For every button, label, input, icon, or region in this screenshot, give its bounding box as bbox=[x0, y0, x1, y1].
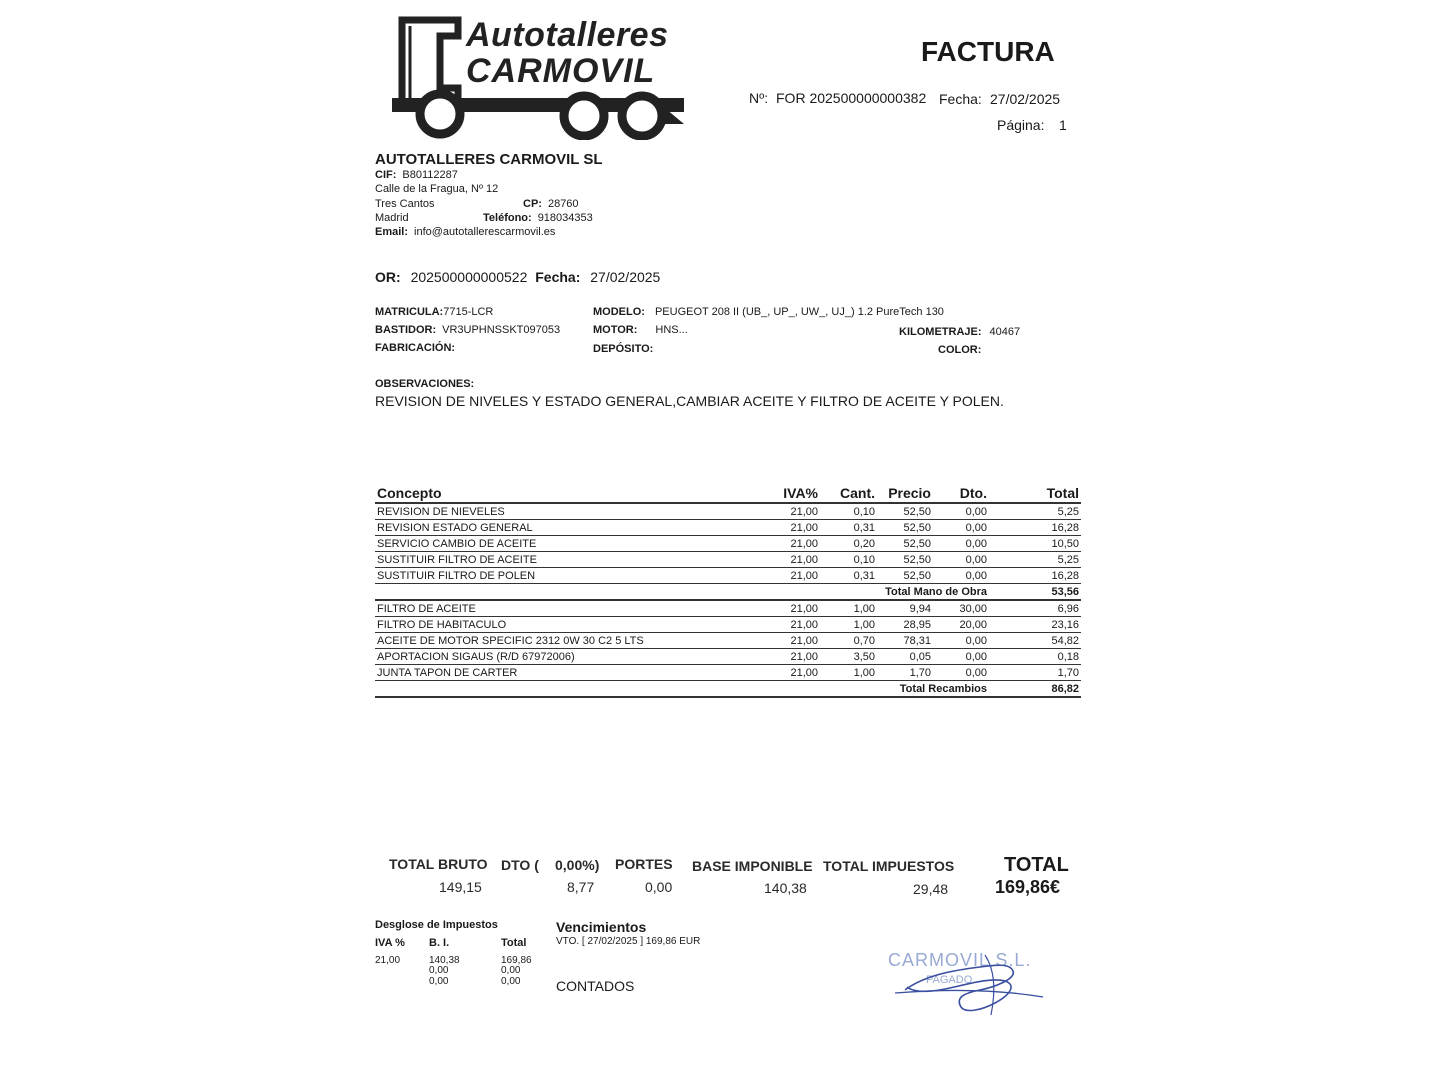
cell-total: 5,25 bbox=[989, 503, 1081, 520]
total-taxes-value: 29,48 bbox=[913, 881, 949, 897]
cell-iva: 21,00 bbox=[768, 520, 820, 536]
cell-price: 78,31 bbox=[877, 633, 933, 649]
cell-qty: 0,10 bbox=[820, 503, 877, 520]
observations-label: OBSERVACIONES: bbox=[375, 378, 475, 390]
vehicle-mileage bbox=[899, 326, 1020, 338]
cell-price: 1,70 bbox=[877, 665, 933, 681]
plate-label: MATRICULA: bbox=[375, 306, 444, 318]
shipping-label: PORTES bbox=[615, 856, 673, 872]
breakdown-bi-2: 0,00 bbox=[429, 965, 449, 976]
cell-discount: 0,00 bbox=[933, 520, 989, 536]
stamp-line-2: PAGADO bbox=[926, 974, 973, 986]
invoice-date-value: 27/02/2025 bbox=[990, 91, 1061, 107]
breakdown-total-2: 0,00 bbox=[501, 965, 521, 976]
labor-total-label: Total Mano de Obra bbox=[375, 584, 989, 601]
breakdown-bi-3: 0,00 bbox=[429, 976, 449, 987]
grand-total-value: 169,86€ bbox=[995, 877, 1061, 897]
cell-discount: 0,00 bbox=[933, 536, 989, 552]
cell-qty: 1,00 bbox=[820, 617, 877, 633]
gross-total-label: TOTAL BRUTO bbox=[389, 856, 488, 872]
header-precio: Precio bbox=[877, 484, 933, 503]
cell-total: 54,82 bbox=[989, 633, 1081, 649]
vehicle-vin bbox=[375, 324, 560, 336]
cell-concept: FILTRO DE ACEITE bbox=[375, 600, 768, 617]
cell-concept: APORTACION SIGAUS (R/D 67972006) bbox=[375, 649, 768, 665]
logo-line-1: Autotalleres bbox=[466, 16, 669, 54]
cell-discount: 30,00 bbox=[933, 600, 989, 617]
parts-row bbox=[375, 633, 1081, 649]
stamp-line-1: CARMOVIL S.L. bbox=[888, 950, 1032, 970]
header-iva: IVA% bbox=[768, 484, 820, 503]
parts-row bbox=[375, 665, 1081, 681]
cell-concept: REVISION DE NIEVELES bbox=[375, 503, 768, 520]
cell-iva: 21,00 bbox=[768, 665, 820, 681]
company-email bbox=[375, 226, 555, 238]
cell-total: 10,50 bbox=[989, 536, 1081, 552]
cell-price: 52,50 bbox=[877, 536, 933, 552]
labor-total-row bbox=[375, 584, 1081, 601]
header-total: Total bbox=[989, 484, 1081, 503]
discount-value: 8,77 bbox=[567, 879, 595, 895]
invoice-number-label: Nº: bbox=[749, 90, 769, 106]
tax-base-label: BASE IMPONIBLE bbox=[692, 858, 813, 874]
cell-total: 16,28 bbox=[989, 568, 1081, 584]
vin-value: VR3UPHNSSKT097053 bbox=[442, 324, 561, 336]
parts-total-value: 86,82 bbox=[989, 681, 1081, 698]
labor-row bbox=[375, 520, 1081, 536]
labor-row bbox=[375, 503, 1081, 520]
cell-qty: 1,00 bbox=[820, 600, 877, 617]
or-value: 202500000000522 bbox=[410, 269, 528, 285]
cell-price: 52,50 bbox=[877, 568, 933, 584]
tax-base-value: 140,38 bbox=[764, 880, 807, 896]
cell-price: 0,05 bbox=[877, 649, 933, 665]
vin-label: BASTIDOR: bbox=[375, 324, 437, 336]
cell-qty: 0,31 bbox=[820, 568, 877, 584]
company-province: Madrid bbox=[375, 212, 409, 224]
phone-value: 918034353 bbox=[537, 212, 593, 224]
cell-concept: SUSTITUIR FILTRO DE POLEN bbox=[375, 568, 768, 584]
phone-label: Teléfono: bbox=[483, 212, 532, 224]
cell-iva: 21,00 bbox=[768, 649, 820, 665]
company-cif bbox=[375, 169, 458, 181]
cell-total: 23,16 bbox=[989, 617, 1081, 633]
gross-total-value: 149,15 bbox=[439, 879, 482, 895]
invoice-number-value: FOR 202500000000382 bbox=[776, 90, 927, 106]
cell-iva: 21,00 bbox=[768, 503, 820, 520]
cell-iva: 21,00 bbox=[768, 617, 820, 633]
labor-total-value: 53,56 bbox=[989, 584, 1081, 601]
company-cp bbox=[523, 198, 579, 210]
cell-discount: 0,00 bbox=[933, 568, 989, 584]
model-label: MODELO: bbox=[593, 306, 645, 318]
company-city: Tres Cantos bbox=[375, 198, 435, 210]
company-street: Calle de la Fragua, Nº 12 bbox=[375, 183, 499, 195]
observations-text: REVISION DE NIVELES Y ESTADO GENERAL,CAMBIAR ACEITE Y FILTRO DE ACEITE Y POLEN. bbox=[375, 393, 1004, 409]
header-dto: Dto. bbox=[933, 484, 989, 503]
discount-label: DTO ( bbox=[501, 857, 539, 873]
cell-concept: JUNTA TAPON DE CARTER bbox=[375, 665, 768, 681]
page-label: Página: bbox=[997, 117, 1045, 133]
parts-total-row bbox=[375, 681, 1081, 698]
cell-qty: 0,20 bbox=[820, 536, 877, 552]
parts-row bbox=[375, 649, 1081, 665]
shipping-value: 0,00 bbox=[645, 879, 673, 895]
cell-concept: SERVICIO CAMBIO DE ACEITE bbox=[375, 536, 768, 552]
cif-label: CIF: bbox=[375, 169, 397, 181]
logo-line-2: CARMOVIL bbox=[466, 52, 656, 90]
labor-row bbox=[375, 552, 1081, 568]
mileage-label: KILOMETRAJE: bbox=[899, 326, 982, 338]
cell-total: 16,28 bbox=[989, 520, 1081, 536]
header-concepto: Concepto bbox=[375, 484, 768, 503]
breakdown-header-bi: B. I. bbox=[429, 937, 450, 949]
labor-row bbox=[375, 536, 1081, 552]
cell-total: 0,18 bbox=[989, 649, 1081, 665]
email-value: info@autotallerescarmovil.es bbox=[414, 226, 556, 238]
breakdown-iva-value: 21,00 bbox=[375, 955, 401, 966]
cell-price: 52,50 bbox=[877, 503, 933, 520]
company-phone bbox=[483, 212, 593, 224]
color-label: COLOR: bbox=[938, 344, 982, 356]
cell-iva: 21,00 bbox=[768, 568, 820, 584]
due-title: Vencimientos bbox=[556, 919, 647, 935]
cell-qty: 0,31 bbox=[820, 520, 877, 536]
parts-row bbox=[375, 600, 1081, 617]
header-cant: Cant. bbox=[820, 484, 877, 503]
cell-iva: 21,00 bbox=[768, 536, 820, 552]
payment-method: CONTADOS bbox=[556, 978, 635, 994]
breakdown-total-1: 169,86 bbox=[501, 955, 532, 966]
cell-concept: ACEITE DE MOTOR SPECIFIC 2312 0W 30 C2 5 LTS bbox=[375, 633, 768, 649]
discount-percent: 0,00%) bbox=[555, 857, 600, 873]
cell-price: 52,50 bbox=[877, 520, 933, 536]
or-label: OR: bbox=[375, 269, 401, 285]
engine-label: MOTOR: bbox=[593, 324, 638, 336]
cell-iva: 21,00 bbox=[768, 633, 820, 649]
vehicle-engine bbox=[593, 324, 688, 336]
or-date-value: 27/02/2025 bbox=[590, 269, 661, 285]
or-date-label: Fecha: bbox=[535, 269, 581, 285]
items-table bbox=[375, 484, 1081, 698]
cell-price: 52,50 bbox=[877, 552, 933, 568]
table-header-row bbox=[375, 484, 1081, 503]
cif-value: B80112287 bbox=[402, 169, 458, 181]
cell-discount: 0,00 bbox=[933, 665, 989, 681]
cell-total: 1,70 bbox=[989, 665, 1081, 681]
cell-iva: 21,00 bbox=[768, 552, 820, 568]
cell-discount: 20,00 bbox=[933, 617, 989, 633]
parts-total-label: Total Recambios bbox=[375, 681, 989, 698]
cell-discount: 0,00 bbox=[933, 552, 989, 568]
email-label: Email: bbox=[375, 226, 409, 238]
deposit-label: DEPÓSITO: bbox=[593, 343, 654, 355]
signature-icon bbox=[885, 945, 1050, 1025]
page-value: 1 bbox=[1059, 117, 1067, 133]
cell-concept: SUSTITUIR FILTRO DE ACEITE bbox=[375, 552, 768, 568]
cp-label: CP: bbox=[523, 198, 542, 210]
cp-value: 28760 bbox=[547, 198, 579, 210]
invoice-date-label: Fecha: bbox=[939, 91, 982, 107]
cell-discount: 0,00 bbox=[933, 633, 989, 649]
model-value: PEUGEOT 208 II (UB_, UP_, UW_, UJ_) 1.2 PureTech 130 bbox=[654, 306, 944, 318]
manufacture-label: FABRICACIÓN: bbox=[375, 342, 456, 354]
cell-qty: 3,50 bbox=[820, 649, 877, 665]
cell-price: 28,95 bbox=[877, 617, 933, 633]
breakdown-bi-1: 140,38 bbox=[429, 955, 460, 966]
cell-qty: 1,00 bbox=[820, 665, 877, 681]
cell-total: 5,25 bbox=[989, 552, 1081, 568]
vehicle-plate bbox=[375, 306, 493, 318]
order-row bbox=[375, 269, 660, 285]
plate-value: 7715-LCR bbox=[443, 306, 494, 318]
mileage-value: 40467 bbox=[989, 326, 1021, 338]
vehicle-model bbox=[593, 306, 944, 318]
cell-price: 9,94 bbox=[877, 600, 933, 617]
cell-iva: 21,00 bbox=[768, 600, 820, 617]
total-taxes-label: TOTAL IMPUESTOS bbox=[823, 858, 955, 874]
cell-total: 6,96 bbox=[989, 600, 1081, 617]
breakdown-header-iva: IVA % bbox=[375, 937, 405, 949]
cell-concept: REVISION ESTADO GENERAL bbox=[375, 520, 768, 536]
cell-concept: FILTRO DE HABITACULO bbox=[375, 617, 768, 633]
cell-qty: 0,10 bbox=[820, 552, 877, 568]
breakdown-header-total: Total bbox=[501, 937, 527, 949]
tax-breakdown-title: Desglose de Impuestos bbox=[375, 919, 498, 931]
company-name: AUTOTALLERES CARMOVIL SL bbox=[375, 151, 603, 168]
engine-value: HNS... bbox=[655, 324, 688, 336]
cell-qty: 0,70 bbox=[820, 633, 877, 649]
labor-row bbox=[375, 568, 1081, 584]
grand-total-label: TOTAL bbox=[1004, 854, 1069, 876]
cell-discount: 0,00 bbox=[933, 503, 989, 520]
breakdown-total-3: 0,00 bbox=[501, 976, 521, 987]
document-title: FACTURA bbox=[921, 36, 1055, 67]
due-line: VTO. [ 27/02/2025 ] 169,86 EUR bbox=[556, 936, 701, 947]
parts-row bbox=[375, 617, 1081, 633]
cell-discount: 0,00 bbox=[933, 649, 989, 665]
